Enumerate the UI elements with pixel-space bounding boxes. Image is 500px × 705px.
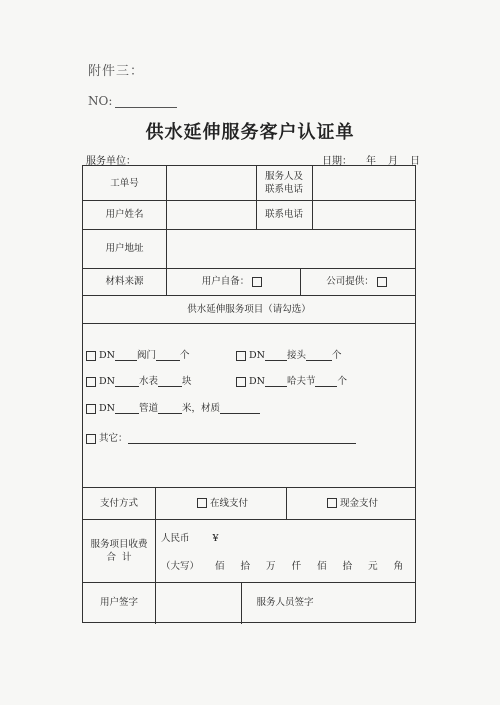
fee-label-line2: 合 计: [106, 551, 132, 563]
valve-qty-blank[interactable]: [156, 350, 180, 361]
work-order-label: 工单号: [110, 177, 139, 189]
customer-signature-input[interactable]: [156, 582, 241, 622]
valve-unit: 个: [179, 350, 190, 361]
other-label: 其它：: [99, 433, 128, 444]
number-label: NO:: [88, 94, 113, 108]
rmb-label: 人民币: [161, 533, 190, 544]
service-items-header: 供水延伸服务项目（请勾选）: [187, 303, 311, 315]
date-label: 日期：: [322, 156, 352, 167]
joint-dn-blank[interactable]: [265, 376, 287, 387]
customer-signature-label: 用户签字: [99, 596, 138, 608]
tap-qty-blank[interactable]: [306, 350, 332, 361]
divider: [83, 323, 415, 324]
date-day: 日: [410, 156, 420, 167]
contact-phone-input[interactable]: [313, 200, 415, 229]
online-payment-label: 在线支付: [209, 497, 248, 509]
payment-method-label: 支付方式: [99, 497, 138, 509]
capital-unit: 佰: [215, 561, 225, 572]
company-provided-checkbox[interactable]: [377, 277, 387, 287]
tap-item[interactable]: [233, 347, 341, 361]
meter-item[interactable]: [83, 373, 191, 387]
online-payment-checkbox[interactable]: [197, 498, 207, 508]
rmb-line: [161, 530, 219, 544]
pipe-dn: DN: [99, 403, 115, 414]
joint-checkbox[interactable]: [236, 377, 246, 387]
pipe-name: 管道: [138, 403, 158, 414]
customer-address-label: 用户地址: [105, 243, 144, 254]
other-item[interactable]: [83, 430, 356, 444]
capital-unit: 仟: [291, 561, 302, 572]
capital-unit: 拾: [240, 561, 251, 572]
joint-unit: 个: [337, 376, 347, 387]
attachment-label: 附件三：: [88, 64, 145, 79]
tap-checkbox[interactable]: [236, 351, 246, 361]
contact-phone-label: 联系电话: [264, 209, 303, 220]
staff-phone-label-line2: 联系电话: [264, 184, 303, 195]
pipe-qty-blank[interactable]: [158, 403, 182, 414]
yen-symbol: ¥: [212, 533, 219, 544]
valve-dn: DN: [99, 350, 115, 361]
page-title: 供水延伸服务客户认证单: [145, 122, 355, 143]
capital-unit: 拾: [342, 561, 353, 572]
joint-item[interactable]: [233, 373, 347, 387]
capital-unit: 角: [393, 561, 404, 572]
pipe-unit: 米，材质: [181, 403, 220, 414]
cash-payment-option[interactable]: [287, 487, 415, 519]
fee-label: [83, 519, 155, 582]
staff-phone-input[interactable]: [313, 166, 415, 200]
fee-label-line1: 服务项目收费: [90, 538, 148, 550]
staff-signature-input[interactable]: [329, 582, 415, 622]
staff-signature-label: 服务人员签字: [256, 596, 314, 608]
customer-name-input[interactable]: [167, 200, 256, 229]
capital-unit: 佰: [317, 561, 327, 572]
other-checkbox[interactable]: [86, 434, 96, 444]
meter-name: 水表: [138, 376, 158, 387]
online-payment-option[interactable]: [156, 487, 286, 519]
pipe-dn-blank[interactable]: [115, 403, 139, 414]
cash-payment-checkbox[interactable]: [327, 498, 337, 508]
cash-payment-label: 现金支付: [339, 497, 378, 509]
joint-qty-blank[interactable]: [315, 376, 337, 387]
pipe-item[interactable]: [83, 400, 260, 414]
tap-dn: DN: [249, 350, 265, 361]
valve-checkbox[interactable]: [86, 351, 96, 361]
self-provided-option[interactable]: [167, 268, 300, 295]
self-provided-checkbox[interactable]: [252, 277, 262, 287]
pipe-material-blank[interactable]: [220, 403, 260, 414]
tap-name: 接头: [286, 350, 306, 361]
tap-dn-blank[interactable]: [265, 350, 287, 361]
joint-dn: DN: [249, 376, 265, 387]
joint-name: 哈夫节: [286, 376, 316, 387]
capital-label: （大写）: [161, 561, 200, 572]
capital-unit: 元: [368, 561, 378, 572]
capital-unit: 万: [266, 561, 276, 572]
pipe-checkbox[interactable]: [86, 404, 96, 414]
meter-unit: 块: [181, 376, 192, 387]
number-blank[interactable]: [115, 96, 177, 108]
company-provided-option[interactable]: [301, 268, 415, 295]
meter-dn: DN: [99, 376, 115, 387]
service-unit-label: 服务单位：: [86, 156, 136, 167]
date-year: 年: [366, 156, 376, 167]
certification-form: [82, 165, 416, 623]
meter-checkbox[interactable]: [86, 377, 96, 387]
self-provided-label: 用户自备：: [201, 276, 250, 287]
work-order-input[interactable]: [167, 166, 256, 200]
meter-qty-blank[interactable]: [158, 376, 182, 387]
other-blank[interactable]: [128, 433, 356, 444]
staff-phone-label-line1: 服务人及: [264, 171, 303, 182]
tap-unit: 个: [331, 350, 342, 361]
customer-address-input[interactable]: [167, 229, 415, 268]
company-provided-label: 公司提供：: [326, 276, 374, 287]
capital-amount-row: [161, 558, 403, 572]
number-field: [88, 94, 177, 108]
valve-dn-blank[interactable]: [115, 350, 137, 361]
customer-name-label: 用户姓名: [105, 209, 144, 220]
valve-name: 阀门: [136, 350, 156, 361]
valve-item[interactable]: [83, 347, 189, 361]
meter-dn-blank[interactable]: [115, 376, 139, 387]
staff-phone-label: [256, 166, 312, 200]
date-month: 月: [388, 156, 398, 167]
material-source-label: 材料来源: [105, 276, 144, 287]
